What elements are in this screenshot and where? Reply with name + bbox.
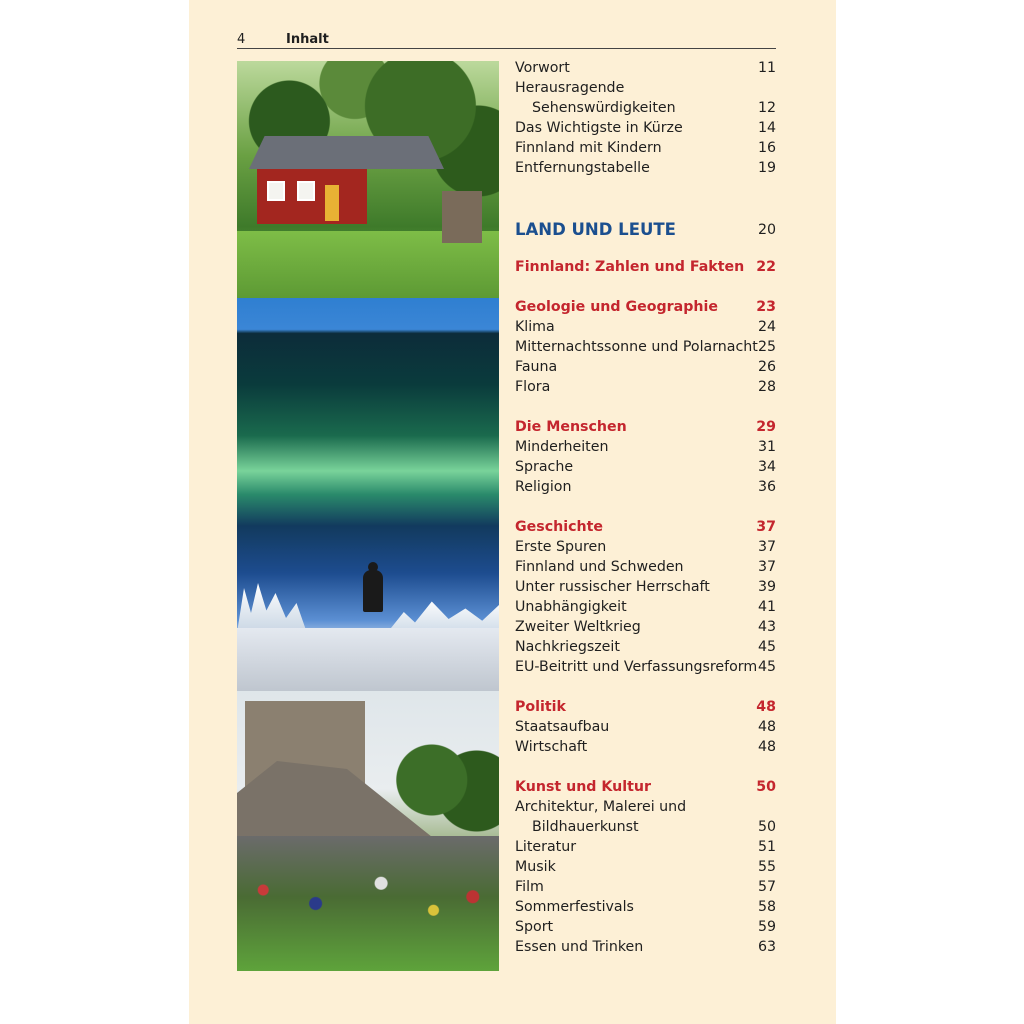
page-number: 4 xyxy=(237,32,246,47)
toc-part-heading[interactable]: LAND UND LEUTE 20 xyxy=(515,220,776,239)
toc-section-heading[interactable]: Geschichte 37 xyxy=(515,519,776,535)
toc-entry[interactable]: Fauna 26 xyxy=(515,359,776,375)
photo-column xyxy=(237,61,499,971)
table-of-contents xyxy=(515,58,776,957)
toc-entry[interactable]: EU-Beitritt und Verfassungsreform 45 xyxy=(515,659,776,675)
book-page xyxy=(189,0,836,1024)
castle-photo xyxy=(237,691,499,971)
toc-entry[interactable]: Musik 55 xyxy=(515,859,776,875)
toc-entry[interactable]: Finnland mit Kindern 16 xyxy=(515,140,776,156)
toc-entry[interactable]: Das Wichtigste in Kürze 14 xyxy=(515,120,776,136)
toc-section-heading[interactable]: Kunst und Kultur 50 xyxy=(515,779,776,795)
toc-entry[interactable]: Sehenswürdigkeiten 12 xyxy=(532,100,776,116)
toc-section-heading[interactable]: Die Menschen 29 xyxy=(515,419,776,435)
toc-entry[interactable]: Herausragende xyxy=(515,80,625,96)
aurora-photo xyxy=(237,298,499,691)
toc-entry[interactable]: Religion 36 xyxy=(515,479,776,495)
toc-entry[interactable]: Erste Spuren 37 xyxy=(515,539,776,555)
page-title: Inhalt xyxy=(286,32,329,47)
toc-entry[interactable]: Entfernungstabelle 19 xyxy=(515,160,776,176)
toc-section-heading[interactable]: Geologie und Geographie 23 xyxy=(515,299,776,315)
toc-entry[interactable]: Wirtschaft 48 xyxy=(515,739,776,755)
toc-entry[interactable]: Architektur, Malerei und xyxy=(515,799,687,815)
toc-entry[interactable]: Minderheiten 31 xyxy=(515,439,776,455)
toc-entry[interactable]: Unter russischer Herrschaft 39 xyxy=(515,579,776,595)
toc-entry[interactable]: Unabhängigkeit 41 xyxy=(515,599,776,615)
toc-entry[interactable]: Staatsaufbau 48 xyxy=(515,719,776,735)
toc-entry[interactable]: Mitternachtssonne und Polarnacht 25 xyxy=(515,339,776,355)
toc-entry[interactable]: Sommerfestivals 58 xyxy=(515,899,776,915)
toc-entry[interactable]: Zweiter Weltkrieg 43 xyxy=(515,619,776,635)
toc-entry[interactable]: Vorwort 11 xyxy=(515,60,776,76)
toc-entry[interactable]: Literatur 51 xyxy=(515,839,776,855)
page-header xyxy=(237,31,776,49)
toc-entry[interactable]: Nachkriegszeit 45 xyxy=(515,639,776,655)
toc-entry[interactable]: Film 57 xyxy=(515,879,776,895)
toc-section-heading[interactable]: Politik 48 xyxy=(515,699,776,715)
toc-entry[interactable]: Sport 59 xyxy=(515,919,776,935)
toc-entry[interactable]: Bildhauerkunst 50 xyxy=(532,819,776,835)
cabin-photo xyxy=(237,61,499,298)
toc-entry[interactable]: Flora 28 xyxy=(515,379,776,395)
toc-entry[interactable]: Finnland und Schweden 37 xyxy=(515,559,776,575)
toc-entry[interactable]: Essen und Trinken 63 xyxy=(515,939,776,955)
toc-entry[interactable]: Klima 24 xyxy=(515,319,776,335)
toc-entry[interactable]: Sprache 34 xyxy=(515,459,776,475)
toc-section-heading[interactable]: Finnland: Zahlen und Fakten 22 xyxy=(515,259,776,275)
